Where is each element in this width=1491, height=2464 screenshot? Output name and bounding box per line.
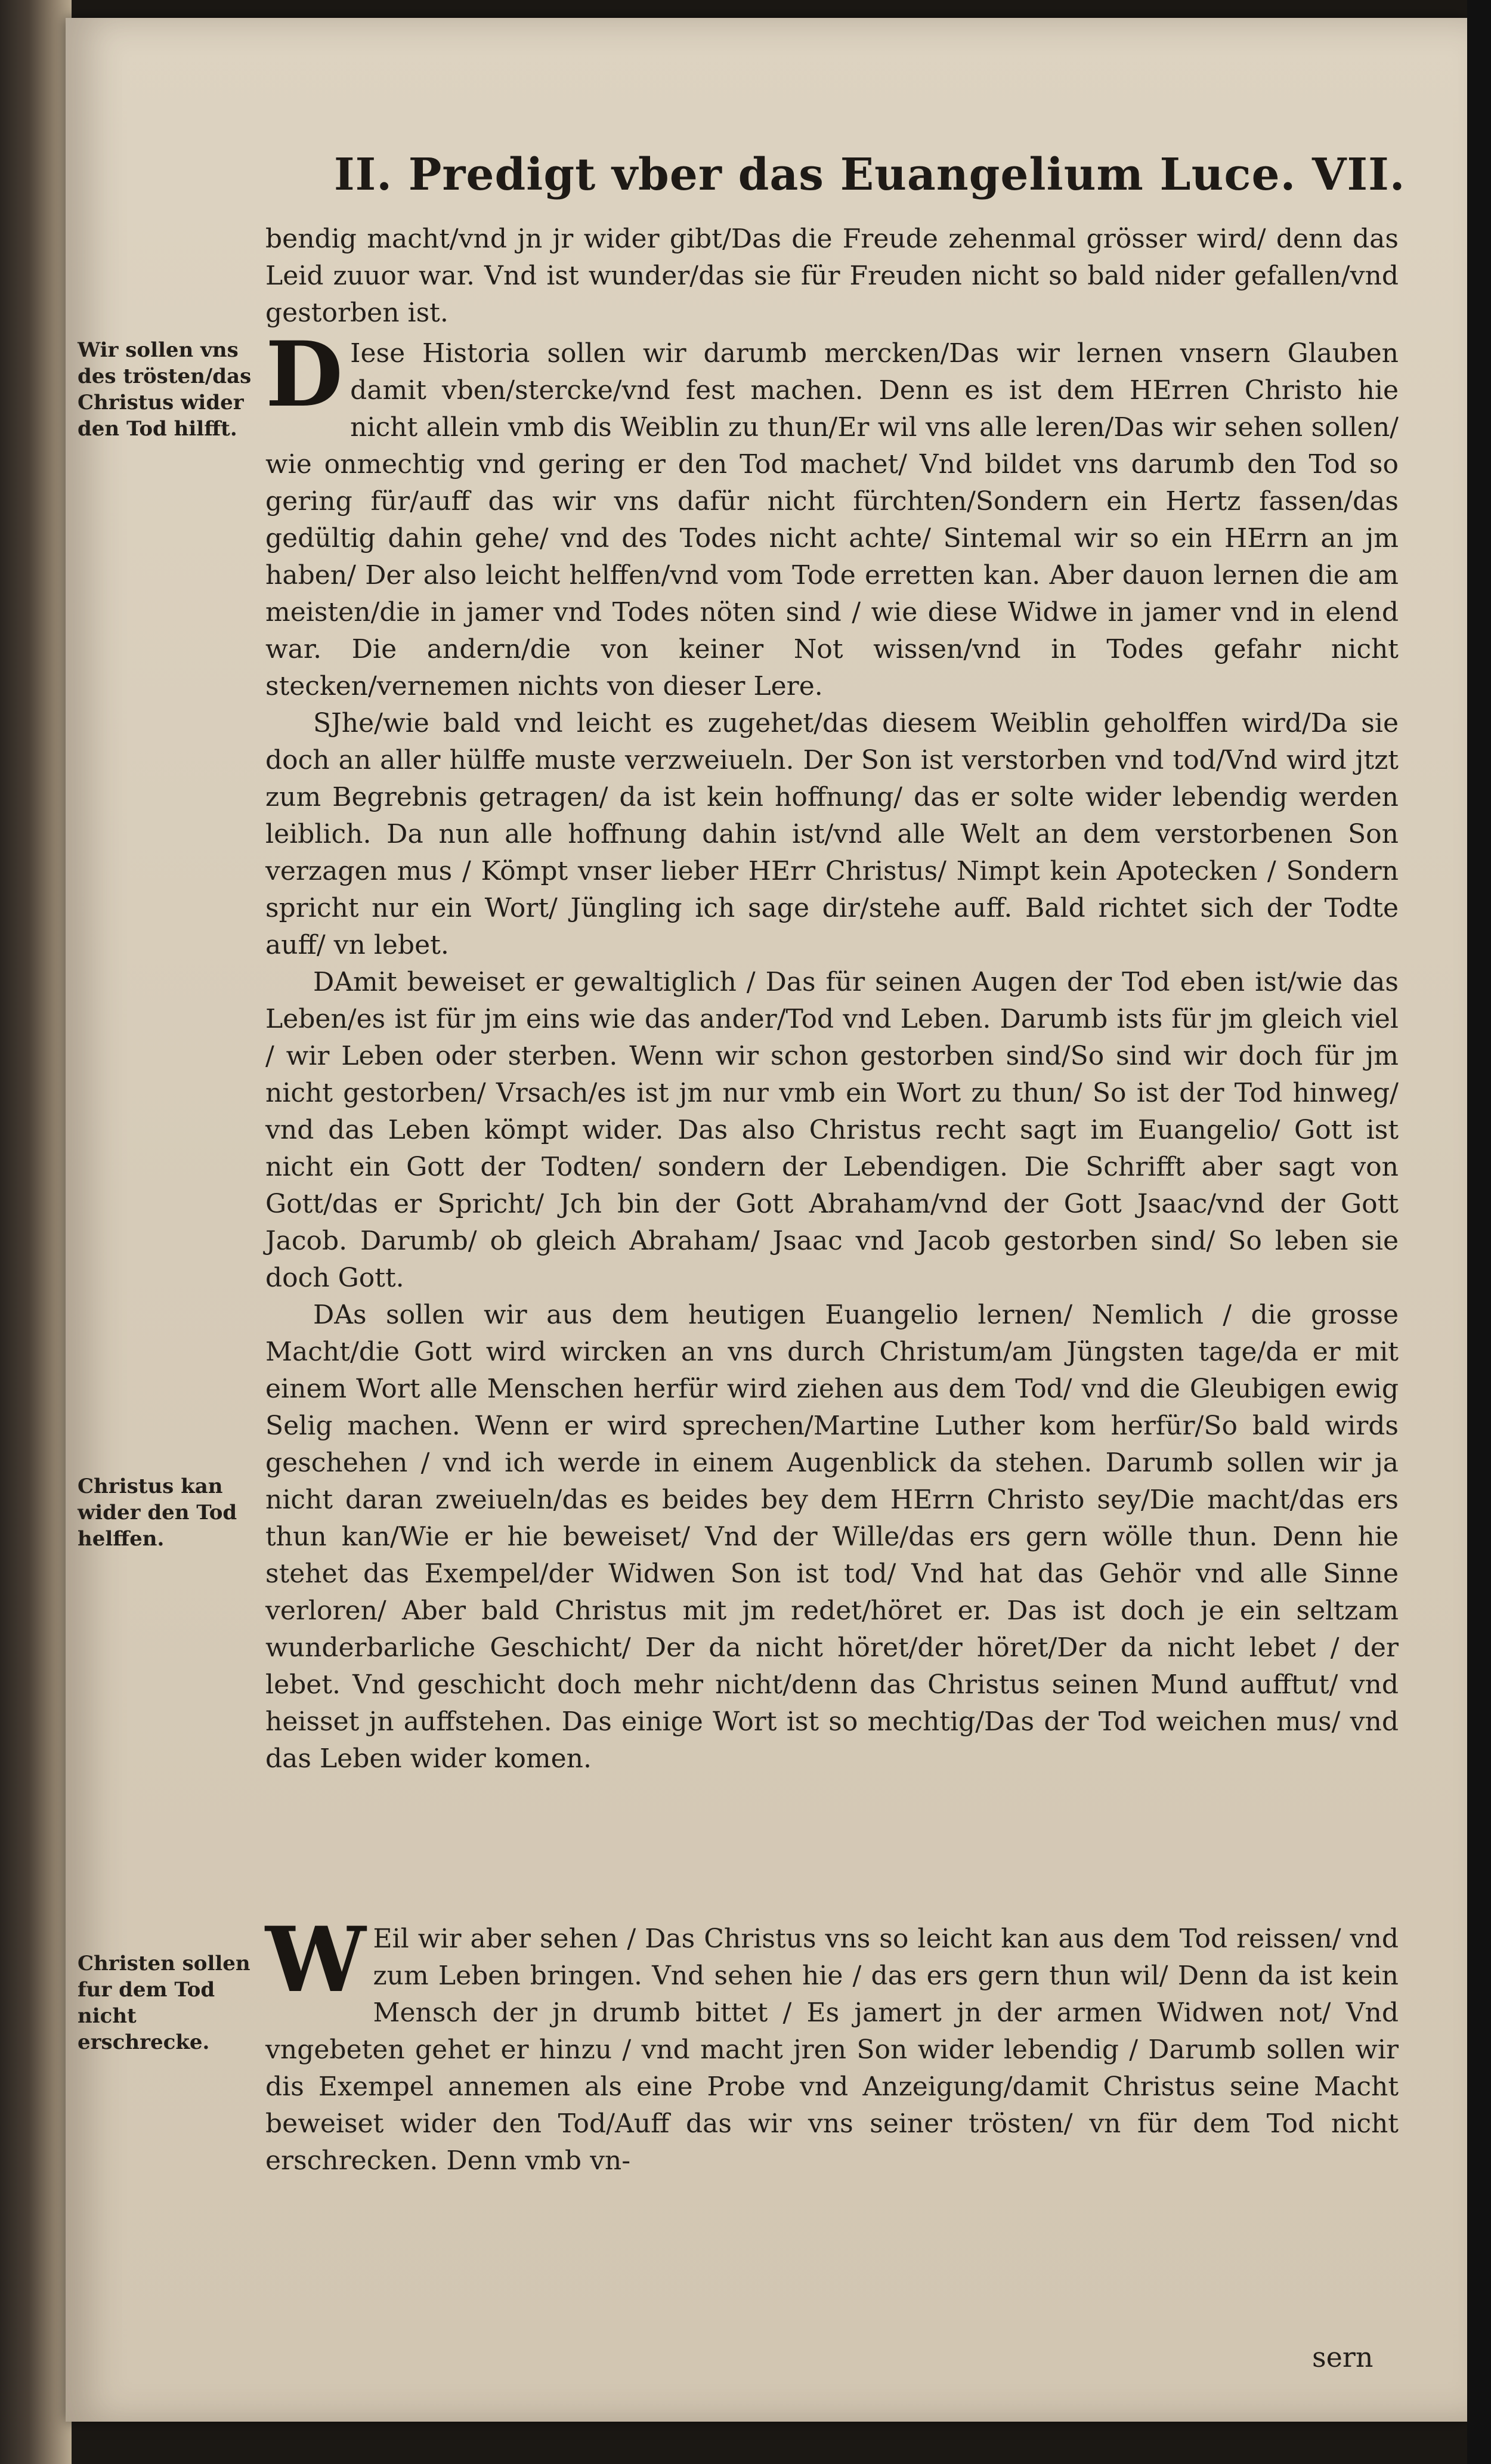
body-text-block-1 <box>265 221 1399 1777</box>
paragraph-das-sollen: DAs sollen wir aus dem heutigen Euangelio lernen/ Nemlich / die grosse Macht/die Gott wird wircken an vns durch Christum/am Jüngsten tage/da er mit einem Wort alle Menschen herfür wird ziehen aus dem Tod/ vnd die Gleubigen ewig Selig machen. Wenn er wird sprechen/Martine Luther kom herfür/So bald wirds geschehen / vnd ich werde in einem Augenblick da stehen. Darumb sollen wir ja nicht daran zweiueln/das es beides bey dem HErrn Christo sey/Die macht/das ers thun kan/Wie er hie beweiset/ Vnd der Wille/das ers gern wölle thun. Denn hie stehet das Exempel/der Widwen Son ist tod/ Vnd hat das Gehör vnd alle Sinne verloren/ Aber bald Christus mit jm redet/höret er. Das ist doch je ein seltzam wunderbarliche Geschicht/ Der da nicht höret/der höret/Der da nicht lebet / der lebet. Vnd geschicht doch mehr nicht/denn das Christus seinen Mund aufftut/ vnd heisset jn auffstehen. Das einige Wort ist so mechtig/Das der Tod weichen mus/ vnd das Leben wider komen. <box>265 1300 1399 1774</box>
paragraph-text: Iese Historia sollen wir darumb mercken/Das wir lernen vnsern Glauben damit vben/stercke/vnd fest machen. Denn es ist dem HErren Christo hie nicht allein vmb dis Weiblin zu thun/Er wil vns alle leren/Das wir sehen sollen/ wie onmechtig vnd gering er den Tod machet/ Vnd bildet vns darumb den Tod so gering für/auff das wir vns dafür nicht fürchten/Sondern ein Hertz fassen/das gedültig dahin gehe/ vnd des Todes nicht achte/ Sintemal wir so ein HErrn an jm haben/ Der also leicht helffen/vnd vom Tode erretten kan. Aber dauon lernen die am meisten/die in jamer vnd Todes nöten sind / wie diese Widwe in jamer vnd in elend war. Die andern/die von keiner Not wissen/vnd in Todes gefahr nicht stecken/vernemen nichts von dieser Lere. <box>265 338 1399 701</box>
paragraph-damit: DAmit beweiset er gewaltiglich / Das für seinen Augen der Tod eben ist/wie das Leben/es ist für jm eins wie das ander/Tod vnd Leben. Darumb ists für jm gleich viel / wir Leben oder sterben. Wenn wir schon gestorben sind/So sind wir doch für jm nicht gestorben/ Vrsach/es ist jm nur vmb ein Wort zu thun/ So ist der Tod hinweg/ vnd das Leben kömpt wider. Das also Christus recht sagt im Euangelio/ Gott ist nicht ein Gott der Todten/ sondern der Lebendigen. Die Schrifft aber sagt von Gott/das er Spricht/ Jch bin der Gott Abraham/vnd der Gott Jsaac/vnd der Gott Jacob. Darumb/ ob gleich Abraham/ Jsaac vnd Jacob gestorben sind/ So leben sie doch Gott. <box>265 967 1399 1293</box>
paragraph-sihe: SJhe/wie bald vnd leicht es zugehet/das diesem Weiblin geholffen wird/Da sie doch an aller hülffe muste verzweiueln. Der Son ist verstorben vnd tod/Vnd wird jtzt zum Begrebnis getragen/ da ist kein hoffnung/ das er solte wider lebendig werden leiblich. Da nun alle hoffnung dahin ist/vnd alle Welt an dem verstorbenen Son verzagen mus / Kömpt vnser lieber HErr Christus/ Nimpt kein Apotecken / Sondern spricht nur ein Wort/ Jüngling ich sage dir/stehe auff. Bald richtet sich der Todte auff/ vn lebet. <box>265 708 1399 960</box>
dropcap-letter: W <box>265 1907 366 2012</box>
book-gutter <box>0 0 72 2464</box>
page-header-title: II. Predigt vber das Euangelium Luce. VII. <box>334 149 1406 200</box>
page-edge <box>1467 0 1491 2464</box>
catchword: sern <box>1312 2341 1374 2373</box>
paragraph-continuation: bendig macht/vnd jn jr wider gibt/Das die Freude zehenmal grösser wird/ denn das Leid zuuor war. Vnd ist wunder/das sie für Freuden nicht so bald nider gefallen/vnd gestorben ist. <box>265 224 1399 328</box>
paragraph-text: Eil wir aber sehen / Das Christus vns so leicht kan aus dem Tod reissen/ vnd zum Leben bringen. Vnd sehen hie / das ers gern thun wil/ Denn da ist kein Mensch der jn drumb bittet / Es jamert jn der armen Widwen not/ Vnd vngebeten gehet er hinzu / vnd macht jren Son wider lebendig / Darumb sollen wir dis Exempel annemen als eine Probe vnd Anzeigung/damit Christus seine Macht beweiset wider den Tod/Auff das wir vns seiner trösten/ vn für dem Tod nicht erschrecken. Denn vmb vn- <box>265 1924 1399 2176</box>
paragraph-diese-historia <box>265 322 1399 705</box>
margin-note-1: Wir sollen vns des trösten/das Christus wider den Tod hilfft. <box>78 338 252 441</box>
paragraph-weil-wir <box>265 1907 1399 2179</box>
margin-note-3: Christen sollen fur dem Tod nicht erschrecke. <box>78 1952 250 2054</box>
dropcap-letter: D <box>265 322 344 427</box>
margin-note-2: Christus kan wider den Tod helffen. <box>78 1474 237 1551</box>
body-text-block-2 <box>265 1907 1399 2179</box>
